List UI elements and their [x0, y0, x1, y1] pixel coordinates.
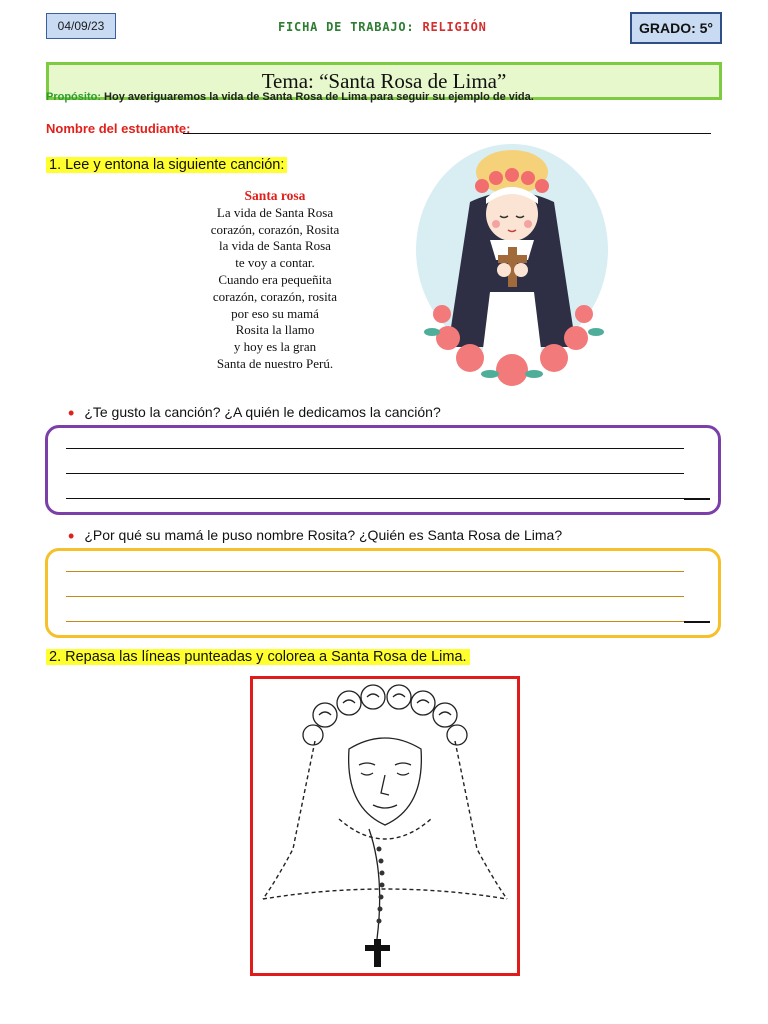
question-1-text: ¿Te gusto la canción? ¿A quién le dedicamos la canción? [84, 404, 441, 420]
ficha-subject: RELIGIÓN [422, 20, 487, 34]
answer-line[interactable] [66, 448, 684, 449]
answer-line[interactable] [66, 621, 684, 622]
song-line: corazón, corazón, Rosita [210, 221, 340, 237]
song-line: la vida de Santa Rosa [219, 238, 331, 254]
song-lyrics [180, 188, 370, 373]
answer-line[interactable] [66, 571, 684, 572]
song-line: corazón, corazón, rosita [212, 288, 338, 304]
answer-box-2[interactable] [45, 548, 721, 638]
student-name-field[interactable] [183, 133, 711, 134]
song-line: te voy a contar. [235, 255, 315, 271]
question-2 [68, 524, 562, 545]
song-line: por eso su mamá [231, 305, 319, 321]
song-line: Santa de nuestro Perú. [216, 355, 334, 371]
grade-badge [630, 12, 722, 44]
grade-text: GRADO: 5° [638, 20, 714, 36]
song-line: Rosita la llamo [235, 322, 315, 338]
question-1 [68, 401, 441, 422]
coloring-frame[interactable] [250, 676, 520, 976]
question-2-text: ¿Por qué su mamá le puso nombre Rosita? ¿Quién es Santa Rosa de Lima? [84, 527, 563, 543]
activity-1-instruction [46, 156, 287, 174]
student-name-label: Nombre del estudiante: [46, 121, 191, 136]
date-text: 04/09/23 [57, 19, 105, 33]
activity-2-text: 2. Repasa las líneas punteadas y colorea a Santa Rosa de Lima. [46, 649, 470, 665]
ficha-prefix: FICHA DE TRABAJO: [278, 20, 423, 34]
purpose-label: Propósito: [46, 92, 101, 103]
answer-line[interactable] [66, 473, 684, 474]
song-line: La vida de Santa Rosa [216, 204, 334, 220]
date-badge [46, 13, 116, 39]
answer-line[interactable] [66, 498, 684, 499]
bullet-dot-icon: • [68, 403, 75, 423]
santa-rosa-illustration-icon [408, 142, 618, 392]
activity-2-instruction [46, 648, 470, 666]
purpose-line [46, 92, 706, 104]
purpose-text: Hoy averiguaremos la vida de Santa Rosa de Lima para seguir su ejemplo de vida. [101, 92, 534, 103]
topic-title-text: Tema: “Santa Rosa de Lima” [261, 68, 507, 93]
answer-box-1[interactable] [45, 425, 721, 515]
bullet-dot-icon: • [68, 526, 75, 546]
song-line: y hoy es la gran [233, 339, 317, 355]
activity-1-text: 1. Lee y entona la siguiente canción: [46, 157, 287, 173]
song-title: Santa rosa [244, 188, 306, 203]
worksheet-title [278, 20, 487, 34]
answer-line[interactable] [66, 596, 684, 597]
song-line: Cuando era pequeñita [218, 271, 332, 287]
santa-rosa-coloring-icon [253, 679, 517, 973]
